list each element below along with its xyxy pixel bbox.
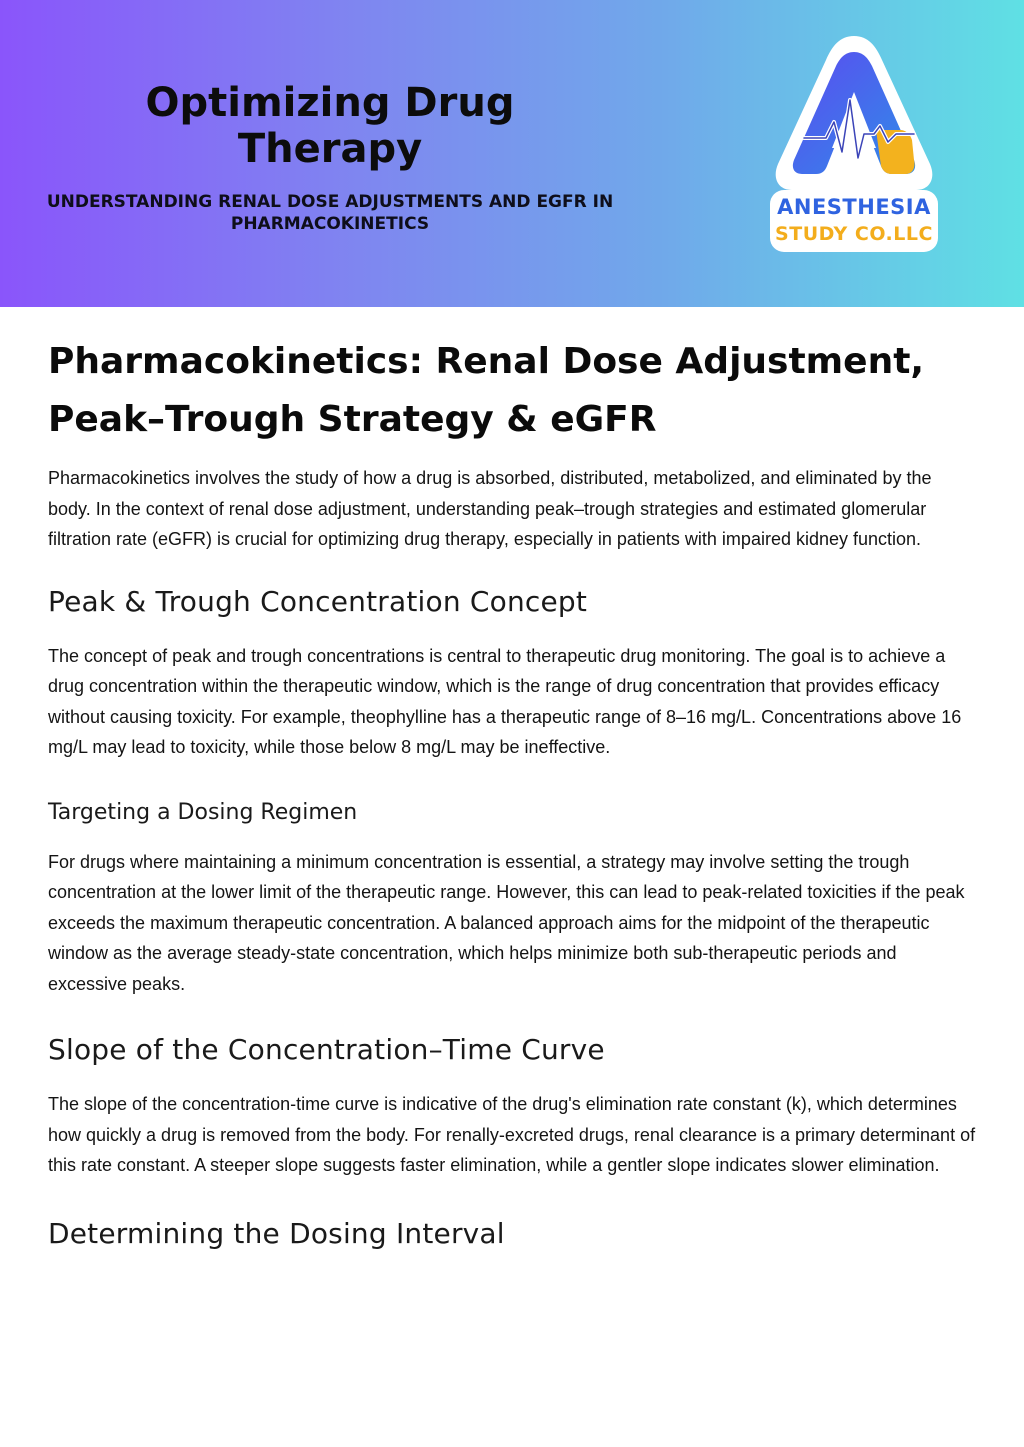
header-banner	[0, 0, 1024, 307]
section-heading-peak-trough: Peak & Trough Concentration Concept	[48, 584, 588, 618]
article-title: Pharmacokinetics: Renal Dose Adjustment, Peak–Trough Strategy & eGFR	[48, 341, 925, 440]
company-logo	[764, 30, 944, 260]
section-body-slope: The slope of the concentration-time curve is indicative of the drug's elimination rate constant (k), which determines how quickly a drug is removed from the body. For renally-excreted drugs, renal clearance is a primary determinant of this rate constant. A steeper slope suggests faster elimination, while a gentler slope indicates slower elimination.	[48, 1094, 976, 1175]
logo-line-1: ANESTHESIA	[777, 195, 931, 219]
section-body-dosing-regimen: For drugs where maintaining a minimum concentration is essential, a strategy may involve setting the trough concentration at the lower limit of the therapeutic range. However, this can lead to peak-related toxicities if the peak exceeds the maximum therapeutic concentration. A balanced approach aims for the midpoint of the therapeutic window as the average steady-state concentration, which helps minimize both sub-therapeutic periods and excessive peaks.	[48, 851, 965, 994]
article	[48, 333, 978, 1251]
header-title: Optimizing Drug Therapy	[145, 80, 515, 172]
section-body-peak-trough: The concept of peak and trough concentrations is central to therapeutic drug monitoring. The goal is to achieve a drug concentration within the therapeutic window, which is the range of drug concentration that provides efficacy without causing toxicity. For example, theophylline has a therapeutic range of 8–16 mg/L. Concentrations above 16 mg/L may lead to toxicity, while those below 8 mg/L may be ineffective.	[48, 645, 962, 757]
section-heading-dosing-interval: Determining the Dosing Interval	[48, 1216, 505, 1250]
section-heading-slope: Slope of the Concentration–Time Curve	[48, 1033, 605, 1066]
section-heading-dosing-regimen: Targeting a Dosing Regimen	[48, 799, 358, 825]
header-subtitle: UNDERSTANDING RENAL DOSE ADJUSTMENTS AND EGFR IN PHARMACOKINETICS	[46, 192, 614, 234]
intro-paragraph: Pharmacokinetics involves the study of how a drug is absorbed, distributed, metabolized, and eliminated by the body. In the context of renal dose adjustment, understanding peak–trough strategies and estimated glomerular filtration rate (eGFR) is crucial for optimizing drug therapy, especially in patients with impaired kidney function.	[48, 468, 932, 549]
logo-line-2: STUDY CO.LLC	[775, 223, 933, 245]
